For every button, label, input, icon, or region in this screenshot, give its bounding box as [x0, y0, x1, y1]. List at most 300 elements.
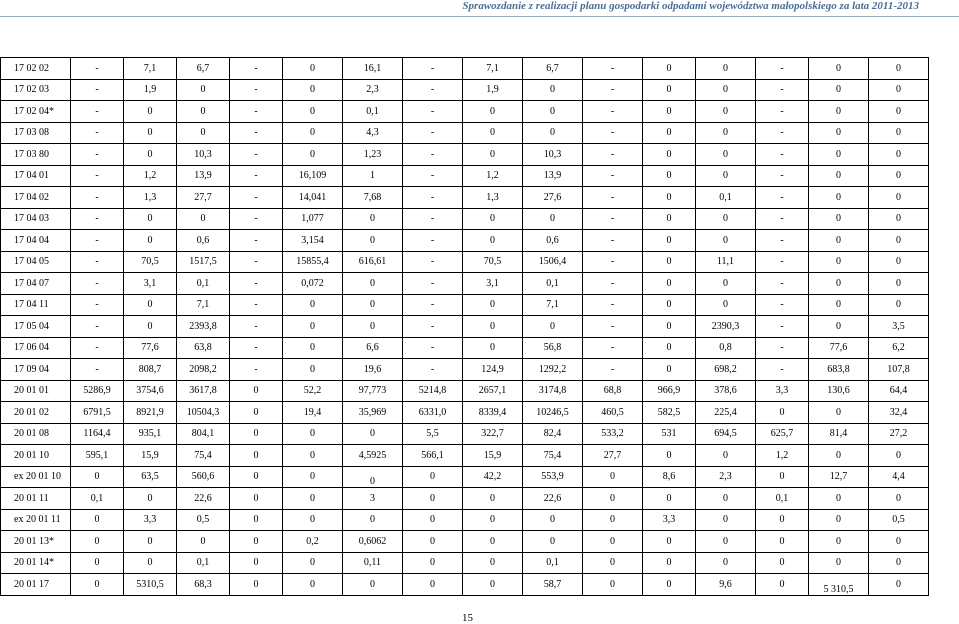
table-cell: 22,6 — [523, 488, 583, 510]
table-row — [1, 187, 929, 209]
table-cell: 0 — [643, 230, 696, 252]
table-cell: 0 — [71, 552, 124, 574]
table-cell: 0 — [869, 144, 929, 166]
table-cell: 0 — [809, 251, 869, 273]
table-cell: 0 — [283, 79, 343, 101]
table-cell: 22,6 — [177, 488, 230, 510]
table-cell: 0,8 — [696, 337, 756, 359]
table-cell: 0,11 — [343, 552, 403, 574]
table-cell: 0 — [177, 208, 230, 230]
table-cell: 9,6 — [696, 574, 756, 596]
table-cell: 0 — [643, 337, 696, 359]
table-cell: 0 — [523, 509, 583, 531]
table-cell: - — [583, 230, 643, 252]
table-cell: 0 — [643, 531, 696, 553]
table-cell: 0,1 — [523, 273, 583, 295]
table-cell: 7,68 — [343, 187, 403, 209]
table-row — [1, 273, 929, 295]
table-cell: 7,1 — [177, 294, 230, 316]
waste-data-table — [0, 57, 929, 596]
table-cell: 3617,8 — [177, 380, 230, 402]
table-cell: 13,9 — [177, 165, 230, 187]
table-cell: 0 — [696, 273, 756, 295]
table-cell: - — [230, 316, 283, 338]
table-row — [1, 402, 929, 424]
table-cell: 5310,5 — [124, 574, 177, 596]
table-cell: 0 — [643, 58, 696, 80]
table-cell: - — [230, 359, 283, 381]
table-cell: 0 — [124, 552, 177, 574]
table-cell: 2393,8 — [177, 316, 230, 338]
table-cell: 27,2 — [869, 423, 929, 445]
table-cell: 0 — [283, 359, 343, 381]
table-cell: 0 — [643, 165, 696, 187]
table-cell: 0 — [71, 466, 124, 488]
table-cell: 0 — [230, 552, 283, 574]
table-cell: 75,4 — [177, 445, 230, 467]
table-cell: 10246,5 — [523, 402, 583, 424]
table-cell: 32,4 — [869, 402, 929, 424]
table-row — [1, 359, 929, 381]
table-cell: 0 — [283, 423, 343, 445]
page-number: 15 — [462, 612, 473, 624]
table-cell: 0 — [230, 488, 283, 510]
table-cell: 1,3 — [463, 187, 523, 209]
table-cell: 16,1 — [343, 58, 403, 80]
table-cell: 1506,4 — [523, 251, 583, 273]
table-cell: 566,1 — [403, 445, 463, 467]
table-cell: 0 — [696, 445, 756, 467]
table-cell: 0 — [230, 445, 283, 467]
table-cell: 0 — [177, 122, 230, 144]
table-cell: - — [230, 251, 283, 273]
table-cell: 0 — [696, 208, 756, 230]
table-cell: 0 — [343, 208, 403, 230]
waste-code-cell: ex 20 01 10 — [1, 466, 71, 488]
table-cell: - — [756, 165, 809, 187]
table-cell: 42,2 — [463, 466, 523, 488]
waste-code-cell: 20 01 02 — [1, 402, 71, 424]
table-cell: 70,5 — [124, 251, 177, 273]
table-cell: - — [403, 101, 463, 123]
table-cell: 1,3 — [124, 187, 177, 209]
table-cell: - — [71, 316, 124, 338]
table-row — [1, 101, 929, 123]
table-cell: 0 — [523, 208, 583, 230]
table-cell: - — [230, 187, 283, 209]
table-cell: - — [230, 230, 283, 252]
table-cell: 27,7 — [583, 445, 643, 467]
waste-code-cell: 17 02 02 — [1, 58, 71, 80]
table-cell: 0,1 — [696, 187, 756, 209]
table-cell: - — [583, 208, 643, 230]
table-cell: 19,4 — [283, 402, 343, 424]
table-cell: 15,9 — [124, 445, 177, 467]
table-cell: 935,1 — [124, 423, 177, 445]
table-cell: 8339,4 — [463, 402, 523, 424]
table-cell: - — [403, 122, 463, 144]
table-cell: 58,7 — [523, 574, 583, 596]
document-header-title: Sprawozdanie z realizacji planu gospodarki odpadami województwa małopolskiego za lata 2011-2013 — [462, 0, 919, 12]
table-row — [1, 488, 929, 510]
waste-code-cell: 20 01 13* — [1, 531, 71, 553]
table-cell: 0 — [869, 552, 929, 574]
table-cell: 0,1 — [523, 552, 583, 574]
table-cell: 0,072 — [283, 273, 343, 295]
table-cell: 0 — [523, 101, 583, 123]
table-cell: 0 — [124, 101, 177, 123]
table-cell: 0 — [643, 273, 696, 295]
table-cell: 0 — [403, 509, 463, 531]
table-cell: 0 — [809, 316, 869, 338]
table-cell: - — [583, 165, 643, 187]
table-cell: 0 — [809, 509, 869, 531]
table-cell: 0 — [283, 509, 343, 531]
table-cell: 0 — [643, 208, 696, 230]
table-row — [1, 230, 929, 252]
table-cell: 0 — [230, 466, 283, 488]
table-cell: 0 — [71, 574, 124, 596]
table-cell: - — [230, 79, 283, 101]
table-row — [1, 208, 929, 230]
table-cell: 0,6 — [177, 230, 230, 252]
table-cell: - — [756, 208, 809, 230]
table-cell: 0 — [809, 445, 869, 467]
table-cell: 63,8 — [177, 337, 230, 359]
table-cell: 27,6 — [523, 187, 583, 209]
table-cell: 82,4 — [523, 423, 583, 445]
table-cell: - — [230, 294, 283, 316]
table-cell: - — [583, 122, 643, 144]
table-cell: - — [230, 208, 283, 230]
table-cell: 0 — [463, 144, 523, 166]
table-cell: 595,1 — [71, 445, 124, 467]
table-cell: - — [756, 122, 809, 144]
table-cell: - — [71, 101, 124, 123]
table-cell: 0 — [177, 101, 230, 123]
table-cell: 0 — [124, 208, 177, 230]
waste-code-cell: 20 01 01 — [1, 380, 71, 402]
table-cell: 582,5 — [643, 402, 696, 424]
table-cell: 3,5 — [869, 316, 929, 338]
table-row — [1, 380, 929, 402]
table-cell: - — [756, 79, 809, 101]
table-cell: 0 — [696, 531, 756, 553]
table-cell: - — [230, 58, 283, 80]
table-cell: 0 — [869, 445, 929, 467]
table-cell: 0 — [756, 531, 809, 553]
table-cell: 1,9 — [124, 79, 177, 101]
table-cell: 0 — [583, 531, 643, 553]
waste-code-cell: 17 06 04 — [1, 337, 71, 359]
table-cell: 0 — [809, 165, 869, 187]
table-cell: 77,6 — [809, 337, 869, 359]
table-cell: 107,8 — [869, 359, 929, 381]
table-cell: 0 — [809, 101, 869, 123]
table-cell: 2098,2 — [177, 359, 230, 381]
table-cell: 0 — [283, 466, 343, 488]
table-cell: 0 — [403, 531, 463, 553]
table-cell: 0 — [343, 509, 403, 531]
table-cell: 0 — [124, 294, 177, 316]
table-cell: 0 — [283, 552, 343, 574]
table-cell: 3,3 — [756, 380, 809, 402]
table-cell: 0 — [463, 294, 523, 316]
table-cell: 5214,8 — [403, 380, 463, 402]
table-cell: 64,4 — [869, 380, 929, 402]
table-row — [1, 58, 929, 80]
table-cell: 0 — [696, 101, 756, 123]
table-cell: 0 — [343, 230, 403, 252]
table-cell: 0 — [869, 574, 929, 596]
waste-code-cell: 17 09 04 — [1, 359, 71, 381]
table-cell: 0 — [463, 531, 523, 553]
table-cell: - — [583, 337, 643, 359]
table-cell: 0 — [463, 337, 523, 359]
table-row — [1, 531, 929, 553]
table-cell: 4,4 — [869, 466, 929, 488]
table-cell: 0 — [696, 294, 756, 316]
table-cell: 0 — [809, 531, 869, 553]
table-cell: 0 — [343, 294, 403, 316]
table-cell: 0 — [583, 466, 643, 488]
waste-code-cell: 20 01 11 — [1, 488, 71, 510]
waste-code-cell: 20 01 08 — [1, 423, 71, 445]
table-cell: 0 — [809, 488, 869, 510]
table-row — [1, 294, 929, 316]
table-cell: 5286,9 — [71, 380, 124, 402]
table-cell: 0 — [696, 122, 756, 144]
table-cell: 1,23 — [343, 144, 403, 166]
table-cell: 0 — [177, 531, 230, 553]
table-cell: 0 — [283, 337, 343, 359]
table-cell: 0 — [869, 230, 929, 252]
table-cell: 2657,1 — [463, 380, 523, 402]
table-cell: - — [71, 144, 124, 166]
table-cell: - — [403, 316, 463, 338]
table-cell: 70,5 — [463, 251, 523, 273]
table-cell: 0 — [230, 574, 283, 596]
table-cell: - — [71, 165, 124, 187]
table-cell: 0 — [583, 574, 643, 596]
table-cell: - — [403, 294, 463, 316]
table-cell: 2,3 — [343, 79, 403, 101]
table-cell: 0 — [809, 402, 869, 424]
table-cell: - — [583, 101, 643, 123]
table-row — [1, 445, 929, 467]
table-cell: 27,7 — [177, 187, 230, 209]
table-cell: 0 — [283, 58, 343, 80]
table-cell: - — [756, 58, 809, 80]
table-cell: 6,6 — [343, 337, 403, 359]
table-cell: 0 — [124, 144, 177, 166]
table-cell: 0 — [463, 488, 523, 510]
table-cell: 0,6 — [523, 230, 583, 252]
table-cell: 15855,4 — [283, 251, 343, 273]
table-cell: 0,2 — [283, 531, 343, 553]
table-cell: 0 — [71, 531, 124, 553]
table-cell: - — [71, 187, 124, 209]
table-cell: 683,8 — [809, 359, 869, 381]
table-cell: 0 — [643, 552, 696, 574]
table-cell: - — [71, 337, 124, 359]
table-cell: 11,1 — [696, 251, 756, 273]
table-cell: 6,2 — [869, 337, 929, 359]
table-cell: 0 — [230, 380, 283, 402]
table-row — [1, 144, 929, 166]
table-cell: - — [71, 273, 124, 295]
table-cell: - — [756, 359, 809, 381]
table-cell: - — [403, 230, 463, 252]
table-cell: 3,1 — [124, 273, 177, 295]
table-cell: - — [71, 58, 124, 80]
table-cell: - — [756, 337, 809, 359]
table-cell: 0 — [869, 101, 929, 123]
waste-code-cell: 17 04 04 — [1, 230, 71, 252]
table-cell: 124,9 — [463, 359, 523, 381]
table-cell: 0 — [583, 488, 643, 510]
waste-code-cell: 17 05 04 — [1, 316, 71, 338]
table-cell: 1517,5 — [177, 251, 230, 273]
table-row — [1, 165, 929, 187]
table-cell: 1,9 — [463, 79, 523, 101]
waste-code-cell: 20 01 14* — [1, 552, 71, 574]
table-cell: 0 — [869, 165, 929, 187]
table-cell: 0 — [463, 101, 523, 123]
table-cell: 7,1 — [463, 58, 523, 80]
table-cell: - — [756, 294, 809, 316]
table-cell: - — [583, 316, 643, 338]
table-cell: 0 — [230, 423, 283, 445]
table-cell: 553,9 — [523, 466, 583, 488]
table-cell: 0 — [696, 165, 756, 187]
table-row — [1, 552, 929, 574]
waste-code-cell: ex 20 01 11 — [1, 509, 71, 531]
waste-code-cell: 17 04 07 — [1, 273, 71, 295]
waste-code-cell: 17 02 03 — [1, 79, 71, 101]
table-cell: 1,2 — [756, 445, 809, 467]
table-cell: - — [583, 58, 643, 80]
table-cell: 0 — [643, 488, 696, 510]
table-cell: 0 — [230, 509, 283, 531]
waste-code-cell: 17 03 80 — [1, 144, 71, 166]
table-cell: 4,3 — [343, 122, 403, 144]
table-cell: 0 — [869, 58, 929, 80]
table-row — [1, 337, 929, 359]
table-cell: 14,041 — [283, 187, 343, 209]
table-cell: 378,6 — [696, 380, 756, 402]
table-cell: 0 — [869, 488, 929, 510]
table-cell: 10504,3 — [177, 402, 230, 424]
table-row — [1, 316, 929, 338]
table-cell: 7,1 — [124, 58, 177, 80]
table-cell: 0 — [643, 144, 696, 166]
table-cell: 560,6 — [177, 466, 230, 488]
table-cell: 15,9 — [463, 445, 523, 467]
table-cell: 0 — [463, 208, 523, 230]
table-cell: 0 — [283, 574, 343, 596]
table-cell: 0 — [756, 574, 809, 596]
table-cell: 3,154 — [283, 230, 343, 252]
waste-code-cell: 17 04 01 — [1, 165, 71, 187]
table-cell: 16,109 — [283, 165, 343, 187]
table-cell: 0 — [283, 488, 343, 510]
table-cell: 8921,9 — [124, 402, 177, 424]
table-row — [1, 251, 929, 273]
table-cell: 19,6 — [343, 359, 403, 381]
table-cell: - — [71, 359, 124, 381]
table-cell: 3,1 — [463, 273, 523, 295]
table-cell: 0 — [869, 294, 929, 316]
table-cell: 3754,6 — [124, 380, 177, 402]
table-cell: 616,61 — [343, 251, 403, 273]
table-cell: 0 — [283, 144, 343, 166]
table-cell: 5 310,5 — [809, 574, 869, 596]
table-cell: - — [71, 79, 124, 101]
table-cell: - — [71, 208, 124, 230]
table-cell: - — [583, 359, 643, 381]
table-cell: - — [403, 251, 463, 273]
table-cell: 0 — [643, 251, 696, 273]
table-cell: 0 — [696, 144, 756, 166]
table-cell: 0 — [230, 402, 283, 424]
table-cell: 52,2 — [283, 380, 343, 402]
table-cell: 0 — [523, 79, 583, 101]
table-body — [1, 58, 929, 596]
table-cell: 0 — [343, 316, 403, 338]
table-cell: 97,773 — [343, 380, 403, 402]
table-cell: 35,969 — [343, 402, 403, 424]
table-cell: - — [403, 79, 463, 101]
table-cell: 75,4 — [523, 445, 583, 467]
table-cell: 0,6062 — [343, 531, 403, 553]
table-cell: 694,5 — [696, 423, 756, 445]
table-cell: - — [403, 165, 463, 187]
table-cell: 0 — [643, 79, 696, 101]
table-cell: - — [583, 79, 643, 101]
table-cell: 0 — [696, 79, 756, 101]
table-cell: 0 — [696, 230, 756, 252]
header-divider — [0, 16, 959, 17]
table-cell: 0 — [523, 316, 583, 338]
table-cell: 3174,8 — [523, 380, 583, 402]
table-cell: 0 — [756, 466, 809, 488]
table-cell: - — [71, 294, 124, 316]
waste-code-cell: 20 01 10 — [1, 445, 71, 467]
waste-code-cell: 20 01 17 — [1, 574, 71, 596]
table-cell: 0 — [124, 531, 177, 553]
table-cell: 0 — [809, 208, 869, 230]
table-cell: 0 — [643, 574, 696, 596]
table-cell: 0 — [869, 251, 929, 273]
table-cell: 0 — [809, 79, 869, 101]
table-cell: 0 — [643, 316, 696, 338]
table-cell: 0 — [869, 187, 929, 209]
table-cell: - — [756, 273, 809, 295]
table-cell: 0 — [177, 79, 230, 101]
table-cell: 460,5 — [583, 402, 643, 424]
table-cell: 3,3 — [124, 509, 177, 531]
table-cell: 0 — [696, 509, 756, 531]
table-cell: 0 — [869, 208, 929, 230]
table-cell: 1,077 — [283, 208, 343, 230]
table-cell: - — [403, 144, 463, 166]
table-cell: - — [230, 165, 283, 187]
table-cell: 0 — [756, 402, 809, 424]
table-cell: 0 — [283, 316, 343, 338]
table-cell: 0 — [869, 122, 929, 144]
table-cell: 0 — [523, 122, 583, 144]
